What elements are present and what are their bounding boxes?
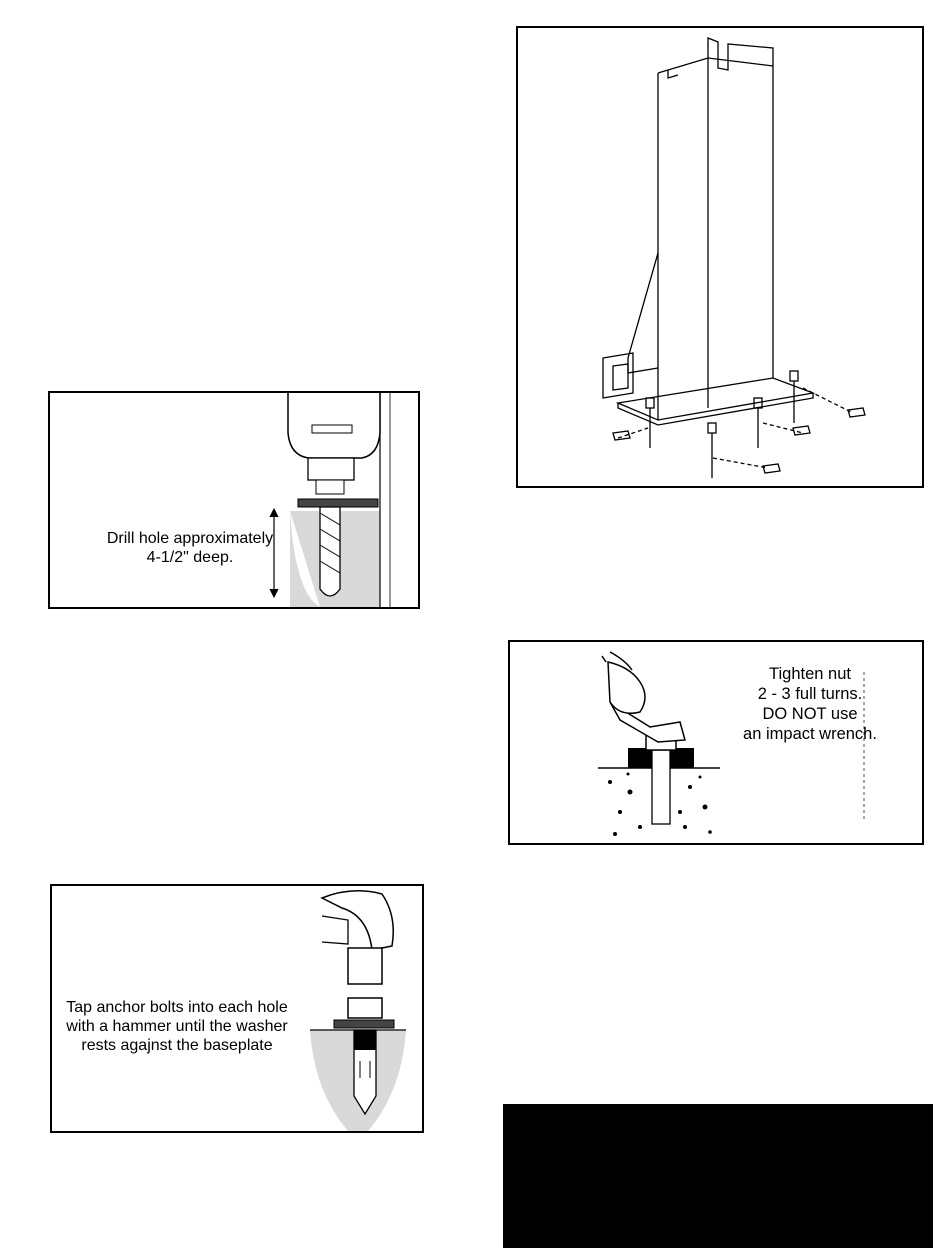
nut-caption-line-2: 2 - 3 full turns.	[757, 685, 863, 703]
nut-caption-line-4: an impact wrench.	[743, 725, 877, 743]
black-redaction-block	[503, 1104, 933, 1248]
drill-icon	[50, 393, 418, 607]
hammer-caption	[54, 998, 300, 1055]
hammer-step-panel	[50, 884, 424, 1133]
post-baseplate-icon	[518, 28, 922, 486]
drill-caption-line-1: Drill hole approximately	[106, 530, 274, 547]
nut-caption-line-3: DO NOT use	[762, 705, 858, 723]
drill-caption-line-2: 4-1/2" deep.	[146, 549, 234, 566]
hammer-caption-line-1: Tap anchor bolts into each hole	[66, 999, 288, 1016]
hammer-caption-line-3: rests agajnst the baseplate	[81, 1037, 273, 1054]
hammer-caption-line-2: with a hammer until the washer	[66, 1018, 288, 1035]
drill-caption	[80, 529, 300, 567]
tighten-nut-step-panel	[508, 640, 924, 845]
tighten-nut-caption	[730, 664, 890, 744]
post-illustration-panel	[516, 26, 924, 488]
nut-caption-line-1: Tighten nut	[769, 665, 851, 683]
drill-step-panel	[48, 391, 420, 609]
